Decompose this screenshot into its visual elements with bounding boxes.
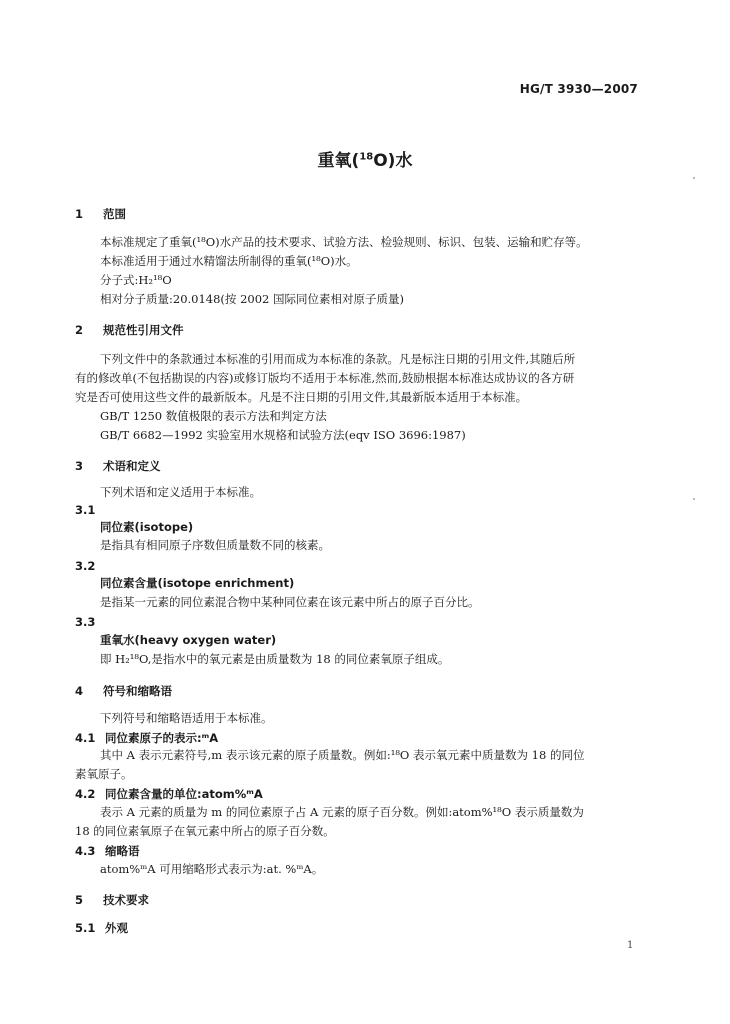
section-number: 4 — [75, 684, 84, 698]
paragraph: 下列符号和缩略语适用于本标准。 — [100, 711, 273, 725]
section-title: 符号和缩略语 — [103, 684, 172, 698]
subsection-5-1-heading — [75, 920, 128, 936]
section-title: 技术要求 — [103, 893, 149, 907]
paragraph-line: 18 的同位素氧原子在氧元素中所占的原子百分数。 — [75, 824, 335, 838]
section-number: 3 — [75, 459, 84, 473]
subsection-title: 同位素原子的表示:ᵐA — [105, 731, 219, 745]
paragraph-line: 究是否可使用这些文件的最新版本。凡是不注日期的引用文件,其最新版本适用于本标准。 — [75, 390, 528, 404]
section-3-heading — [75, 458, 161, 474]
section-title: 术语和定义 — [103, 459, 161, 473]
title-suffix: O)水 — [373, 151, 413, 171]
reference-item: GB/T 1250 数值极限的表示方法和判定方法 — [100, 409, 327, 423]
paragraph: 本标准适用于通过水精馏法所制得的重氧(¹⁸O)水。 — [100, 254, 358, 268]
section-2-heading — [75, 322, 184, 338]
title-prefix: 重氧( — [317, 151, 360, 171]
section-title: 规范性引用文件 — [103, 323, 184, 337]
section-number: 5 — [75, 893, 84, 907]
paragraph-line: 表示 A 元素的质量为 m 的同位素原子占 A 元素的原子百分数。例如:atom%¹⁸O 表示质量数为 — [100, 805, 584, 819]
term-title: 同位素(isotope) — [100, 520, 194, 534]
paragraph-line: 下列文件中的条款通过本标准的引用而成为本标准的条款。凡是标注日期的引用文件,其随后所 — [100, 352, 576, 366]
scan-speck — [693, 177, 695, 179]
subsection-4-3-heading — [75, 843, 140, 859]
subsection-title: 外观 — [105, 921, 128, 935]
scan-speck — [693, 498, 695, 500]
section-1-heading — [75, 206, 126, 222]
subsection-title: 同位素含量的单位:atom%ᵐA — [105, 787, 263, 801]
term-definition: 是指具有相同原子序数但质量数不同的核素。 — [100, 538, 330, 552]
section-5-heading — [75, 892, 149, 908]
term-title: 重氧水(heavy oxygen water) — [100, 633, 277, 647]
subsection-title: 缩略语 — [105, 844, 140, 858]
subsection-number: 4.2 — [75, 787, 96, 801]
paragraph-line: atom%ᵐA 可用缩略形式表示为:at. %ᵐA。 — [100, 862, 324, 876]
paragraph-line: 有的修改单(不包括勘误的内容)或修订版均不适用于本标准,然而,鼓励根据本标准达成协议的各方研 — [75, 371, 575, 385]
section-title: 范围 — [103, 207, 126, 221]
paragraph-line: 其中 A 表示元素符号,m 表示该元素的原子质量数。例如:¹⁸O 表示氧元素中质量数为 18 的同位 — [100, 748, 585, 762]
term-number: 3.2 — [75, 559, 96, 573]
section-number: 1 — [75, 207, 84, 221]
subsection-number: 5.1 — [75, 921, 96, 935]
reference-item: GB/T 6682—1992 实验室用水规格和试验方法(eqv ISO 3696:1987) — [100, 428, 466, 442]
standard-number: HG/T 3930—2007 — [519, 82, 638, 96]
subsection-4-1-heading — [75, 730, 218, 746]
document-title — [0, 146, 730, 171]
section-4-heading — [75, 683, 172, 699]
term-number: 3.3 — [75, 615, 96, 629]
term-definition: 即 H₂¹⁸O,是指水中的氧元素是由质量数为 18 的同位素氧原子组成。 — [100, 652, 450, 666]
term-number: 3.1 — [75, 503, 96, 517]
subsection-number: 4.3 — [75, 844, 96, 858]
section-number: 2 — [75, 323, 84, 337]
molecular-formula: 分子式:H₂¹⁸O — [100, 273, 172, 287]
molecular-mass: 相对分子质量:20.0148(按 2002 国际同位素相对原子质量) — [100, 292, 404, 306]
page-number: 1 — [627, 940, 634, 951]
term-definition: 是指某一元素的同位素混合物中某种同位素在该元素中所占的原子百分比。 — [100, 595, 480, 609]
subsection-4-2-heading — [75, 786, 263, 802]
paragraph-line: 素氧原子。 — [75, 767, 133, 781]
paragraph: 本标准规定了重氧(¹⁸O)水产品的技术要求、试验方法、检验规则、标识、包装、运输和贮存等。 — [100, 235, 588, 249]
term-title: 同位素含量(isotope enrichment) — [100, 576, 295, 590]
subsection-number: 4.1 — [75, 731, 96, 745]
title-superscript: 18 — [359, 151, 374, 163]
paragraph: 下列术语和定义适用于本标准。 — [100, 485, 261, 499]
